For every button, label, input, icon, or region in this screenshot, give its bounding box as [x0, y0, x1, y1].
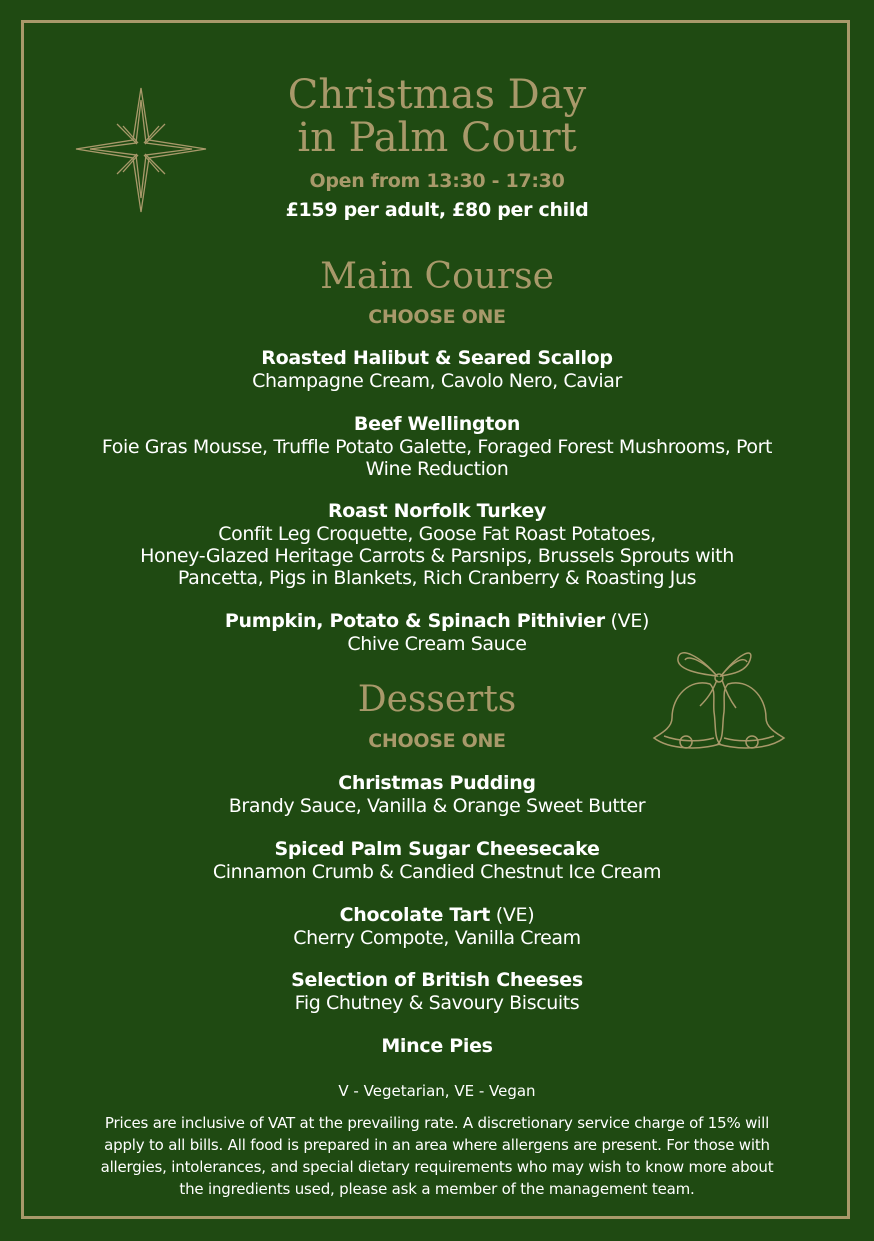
dish-description: Fig Chutney & Savoury Biscuits: [294, 992, 580, 1014]
dish-description: Pancetta, Pigs in Blankets, Rich Cranberry & Roasting Jus: [177, 567, 697, 589]
menu-title: [0, 74, 874, 160]
price-info: £159 per adult, £80 per child: [285, 199, 589, 221]
dish-name: Chocolate Tart: [339, 904, 490, 926]
desserts-heading: Desserts: [357, 679, 517, 720]
dish-description: Honey-Glazed Heritage Carrots & Parsnips, Brussels Sprouts with: [140, 545, 734, 567]
dish-description: Brandy Sauce, Vanilla & Orange Sweet Butter: [228, 795, 646, 817]
dish-name: Roasted Halibut & Seared Scallop: [261, 347, 613, 369]
title-line-1: Christmas Day: [287, 72, 587, 118]
dish-name: Selection of British Cheeses: [291, 969, 583, 991]
dish-item: [60, 500, 814, 589]
opening-hours: Open from 13:30 - 17:30: [309, 170, 565, 192]
disclaimer-line: the ingredients used, please ask a member of the management team.: [179, 1180, 695, 1198]
dish-description: Champagne Cream, Cavolo Nero, Caviar: [252, 370, 622, 392]
dish-name: Beef Wellington: [353, 413, 521, 435]
dish-item: [60, 969, 814, 1014]
disclaimer-line: apply to all bills. All food is prepared in an area where allergens are present. For those with: [104, 1136, 770, 1154]
dish-item: [60, 1035, 814, 1058]
dish-description: Chive Cream Sauce: [347, 633, 527, 655]
dietary-tag: (VE): [489, 904, 535, 926]
dish-description: Confit Leg Croquette, Goose Fat Roast Potatoes,: [218, 523, 656, 545]
dietary-legend: V - Vegetarian, VE - Vegan: [338, 1082, 536, 1100]
dish-description: Wine Reduction: [365, 458, 509, 480]
dish-description: Cinnamon Crumb & Candied Chestnut Ice Cream: [212, 861, 662, 883]
desserts-subheading: CHOOSE ONE: [368, 730, 506, 752]
dish-item: [60, 413, 814, 480]
disclaimer-line: Prices are inclusive of VAT at the prevailing rate. A discretionary service charge of 15% will: [104, 1114, 770, 1132]
dish-name: Spiced Palm Sugar Cheesecake: [274, 838, 600, 860]
main-course-heading: Main Course: [320, 256, 554, 297]
dish-item: [60, 772, 814, 817]
disclaimer: [0, 1112, 874, 1200]
title-line-2: in Palm Court: [297, 115, 577, 161]
dish-name: Pumpkin, Potato & Spinach Pithivier: [224, 610, 605, 632]
dish-name: Roast Norfolk Turkey: [327, 500, 547, 522]
dish-item: [60, 610, 814, 655]
dish-item: [60, 347, 814, 392]
main-course-subheading: CHOOSE ONE: [368, 306, 506, 328]
dish-name: Christmas Pudding: [338, 772, 536, 794]
dish-description: Foie Gras Mousse, Truffle Potato Galette, Foraged Forest Mushrooms, Port: [101, 436, 773, 458]
dish-item: [60, 904, 814, 949]
disclaimer-line: allergies, intolerances, and special dietary requirements who may wish to know more about: [100, 1158, 774, 1176]
dish-description: Cherry Compote, Vanilla Cream: [293, 927, 581, 949]
dish-name: Mince Pies: [381, 1035, 493, 1057]
dietary-tag: (VE): [604, 610, 650, 632]
dish-item: [60, 838, 814, 883]
